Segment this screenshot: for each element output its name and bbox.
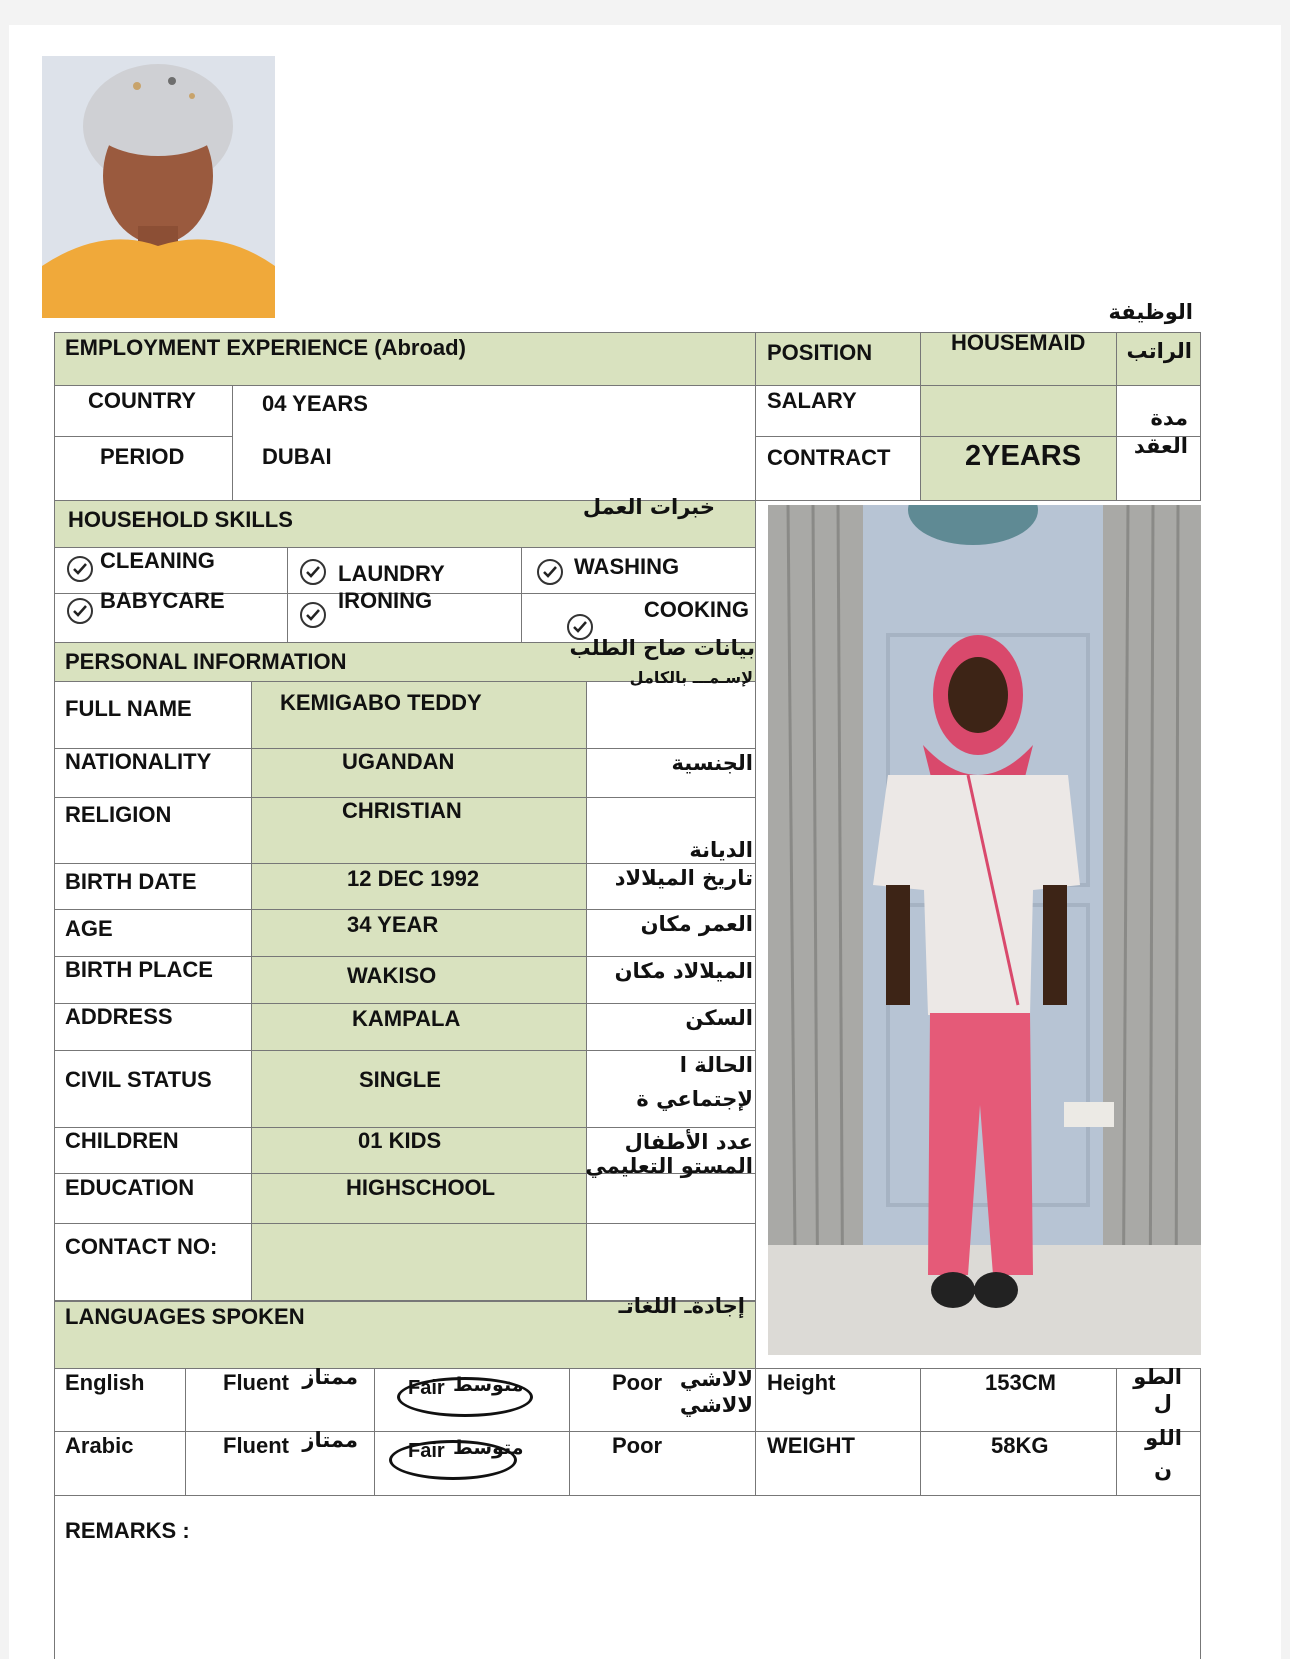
poor-option-arabic: لالاشي: [679, 1367, 753, 1391]
personal-label-cell: [54, 681, 252, 749]
personal-field-label: FULL NAME: [65, 696, 192, 721]
personal-field-label: EDUCATION: [65, 1175, 195, 1200]
passport-photo: [42, 56, 275, 318]
personal-field-value: KAMPALA: [352, 1006, 461, 1031]
weight-arabic-line2: ن: [1154, 1458, 1172, 1482]
personal-field-arabic-line2: لإجتماعي ة: [636, 1087, 753, 1111]
personal-arabic-cell: [586, 909, 756, 957]
personal-field-label: CONTACT NO:: [65, 1234, 218, 1259]
poor-option-cell[interactable]: [569, 1431, 756, 1496]
employment-title: EMPLOYMENT EXPERIENCE (Abroad): [65, 335, 466, 360]
personal-label-cell: [54, 956, 252, 1004]
personal-field-label: BIRTH DATE: [65, 869, 197, 894]
height-label: Height: [767, 1370, 836, 1395]
skill-cell-cleaning: [54, 547, 288, 594]
personal-field-arabic: الجنسية: [671, 751, 753, 775]
personal-label-cell: [54, 909, 252, 957]
contract-label: CONTRACT: [767, 445, 891, 470]
country-value: 04 YEARS: [262, 391, 368, 416]
personal-label-cell: [54, 797, 252, 864]
language-name-cell: [54, 1431, 186, 1496]
fluent-option-cell[interactable]: [185, 1428, 375, 1496]
personal-label-cell: [54, 1003, 252, 1051]
fluent-option-cell[interactable]: [185, 1365, 375, 1432]
fair-option-arabic: متوسط: [453, 1374, 524, 1396]
personal-field-value: UGANDAN: [342, 749, 455, 774]
weight-label: WEIGHT: [767, 1433, 855, 1458]
personal-arabic-cell: [586, 1003, 756, 1051]
checkmark-circle-icon: [300, 602, 326, 628]
contract-arabic-cell: [1116, 436, 1201, 501]
personal-title-arabic: بيانات صاح الطلب: [569, 636, 755, 660]
position-arabic-cell: [1116, 332, 1201, 386]
personal-arabic-cell: [586, 748, 756, 798]
personal-value-cell: [251, 797, 587, 864]
height-arabic-line2: ل: [1153, 1391, 1172, 1415]
personal-value-cell: [251, 909, 587, 957]
skill-label: IRONING: [338, 588, 433, 613]
personal-value-cell: [251, 1050, 587, 1128]
personal-label-cell: [54, 1127, 252, 1174]
skills-section-header: [54, 495, 756, 548]
personal-field-arabic: لإسـمـــ بالكامل: [629, 668, 753, 687]
skill-cell-babycare: [54, 588, 288, 643]
position-arabic-header: الوظيفة: [1108, 300, 1193, 324]
employment-values-cell: [232, 385, 756, 501]
personal-field-arabic: المستو التعليمي: [585, 1154, 753, 1178]
salary-label: SALARY: [767, 388, 857, 413]
country-label: COUNTRY: [88, 388, 196, 413]
personal-value-cell: [251, 1127, 587, 1174]
salary-value-cell: [920, 385, 1117, 437]
poor-option-arabic-line2: لالاشي: [679, 1393, 753, 1417]
personal-arabic-cell: [586, 668, 756, 749]
personal-label-cell: [54, 863, 252, 910]
selected-circle-marker: [389, 1440, 517, 1480]
personal-field-value: 12 DEC 1992: [347, 866, 480, 891]
personal-value-cell: [251, 1223, 587, 1301]
poor-option-label: Poor: [612, 1433, 663, 1458]
personal-arabic-cell: [586, 956, 756, 1004]
skills-title-arabic: خبرات العمل: [582, 495, 715, 519]
personal-field-arabic: عدد الأطفال: [624, 1130, 753, 1154]
remarks-label: REMARKS :: [65, 1518, 190, 1543]
skills-title: HOUSEHOLD SKILLS: [68, 507, 293, 532]
skill-label: LAUNDRY: [338, 561, 445, 586]
full-length-photo: [768, 505, 1201, 1355]
personal-field-value: CHRISTIAN: [342, 798, 462, 823]
position-label-cell: [755, 332, 921, 386]
weight-value-cell: [920, 1431, 1117, 1496]
period-label-cell: [54, 436, 233, 501]
weight-arabic-cell: [1116, 1426, 1201, 1496]
period-value: DUBAI: [262, 444, 332, 469]
employment-section-header: [54, 332, 756, 386]
personal-value-cell: [251, 1003, 587, 1051]
personal-label-cell: [54, 1173, 252, 1224]
skill-label: CLEANING: [100, 548, 215, 573]
position-label: POSITION: [767, 340, 873, 365]
fair-option-label: Fair: [408, 1377, 445, 1399]
selected-circle-marker: [397, 1377, 533, 1417]
personal-value-cell: [251, 748, 587, 798]
contract-arabic: العقد: [1133, 434, 1188, 458]
personal-value-cell: [251, 863, 587, 910]
personal-value-cell: [251, 956, 587, 1004]
fair-option-cell[interactable]: [374, 1431, 570, 1496]
personal-field-arabic: العمر مكان: [640, 912, 753, 936]
personal-arabic-cell: [586, 863, 756, 910]
languages-title-arabic: إجادةـ اللغاتـ: [618, 1294, 745, 1318]
period-label: PERIOD: [100, 444, 185, 469]
skill-cell-laundry: [287, 547, 522, 594]
weight-label-cell: [755, 1431, 921, 1496]
personal-arabic-cell: [586, 1223, 756, 1301]
checkmark-circle-icon: [67, 556, 93, 582]
fair-option-cell[interactable]: [374, 1368, 570, 1432]
personal-field-label: AGE: [65, 916, 113, 941]
skill-label: WASHING: [574, 554, 680, 579]
personal-value-cell: [251, 681, 587, 749]
personal-field-arabic: تاريخ الميلالاد: [614, 866, 753, 890]
skill-label: COOKING: [643, 597, 749, 622]
fair-option-arabic: متوسط: [453, 1437, 524, 1459]
personal-label-cell: [54, 748, 252, 798]
height-arabic-cell: [1116, 1365, 1201, 1432]
skill-label: BABYCARE: [100, 588, 225, 613]
skill-cell-washing: [521, 547, 756, 594]
weight-arabic: اللو: [1145, 1426, 1182, 1450]
contract-value: 2YEARS: [965, 440, 1082, 472]
fluent-option-arabic: ممتاز: [302, 1428, 358, 1452]
personal-title: PERSONAL INFORMATION: [65, 649, 347, 674]
height-label-cell: [755, 1368, 921, 1432]
languages-title: LANGUAGES SPOKEN: [65, 1304, 305, 1329]
personal-field-label: BIRTH PLACE: [65, 957, 213, 982]
height-arabic: الطو: [1133, 1365, 1182, 1389]
checkmark-circle-icon: [67, 598, 93, 624]
personal-field-arabic: الحالة ا: [679, 1053, 753, 1077]
personal-arabic-cell: [586, 1050, 756, 1128]
position-value: HOUSEMAID: [951, 330, 1086, 355]
personal-arabic-cell: [585, 1154, 756, 1224]
weight-value: 58KG: [991, 1433, 1049, 1458]
remarks-box: [54, 1495, 1201, 1659]
skill-cell-ironing: [287, 588, 522, 643]
personal-arabic-cell: [586, 797, 756, 864]
poor-option-label: Poor: [612, 1370, 663, 1395]
language-name: English: [65, 1370, 145, 1395]
personal-field-label: CIVIL STATUS: [65, 1067, 212, 1092]
personal-field-value: WAKISO: [347, 963, 437, 988]
position-arabic: الراتب: [1126, 339, 1192, 363]
height-value: 153CM: [985, 1370, 1056, 1395]
salary-arabic: مدة: [1150, 406, 1188, 430]
country-label-cell: [54, 385, 233, 437]
personal-field-value: SINGLE: [359, 1067, 441, 1092]
checkmark-circle-icon: [300, 559, 326, 585]
personal-field-arabic: الميلالاد مكان: [614, 959, 753, 983]
fluent-option-arabic: ممتاز: [302, 1365, 358, 1389]
personal-label-cell: [54, 1050, 252, 1128]
salary-arabic-cell: [1116, 385, 1201, 437]
personal-field-value: 01 KIDS: [358, 1128, 442, 1153]
language-name: Arabic: [65, 1433, 134, 1458]
personal-label-cell: [54, 1223, 252, 1301]
checkmark-circle-icon: [537, 559, 563, 585]
fluent-option-label: Fluent: [223, 1370, 289, 1395]
personal-field-label: ADDRESS: [65, 1004, 173, 1029]
language-name-cell: [54, 1368, 186, 1432]
personal-field-arabic: الديانة: [689, 838, 753, 862]
fair-option-label: Fair: [408, 1440, 445, 1462]
fluent-option-label: Fluent: [223, 1433, 289, 1458]
personal-field-value: KEMIGABO TEDDY: [280, 690, 482, 715]
height-value-cell: [920, 1368, 1117, 1432]
contract-label-cell: [755, 436, 921, 501]
poor-option-cell[interactable]: [569, 1368, 756, 1432]
personal-field-label: CHILDREN: [65, 1128, 179, 1153]
languages-section-header: [54, 1294, 756, 1369]
contract-value-cell: [920, 436, 1117, 501]
personal-field-value: 34 YEAR: [347, 912, 439, 937]
cv-page: [9, 25, 1281, 1659]
personal-field-value: HIGHSCHOOL: [346, 1175, 496, 1200]
position-value-cell: [920, 332, 1117, 386]
personal-field-label: RELIGION: [65, 802, 172, 827]
personal-value-cell: [251, 1173, 587, 1224]
personal-field-arabic: السكن: [685, 1006, 753, 1030]
personal-field-label: NATIONALITY: [65, 749, 212, 774]
salary-label-cell: [755, 385, 921, 437]
